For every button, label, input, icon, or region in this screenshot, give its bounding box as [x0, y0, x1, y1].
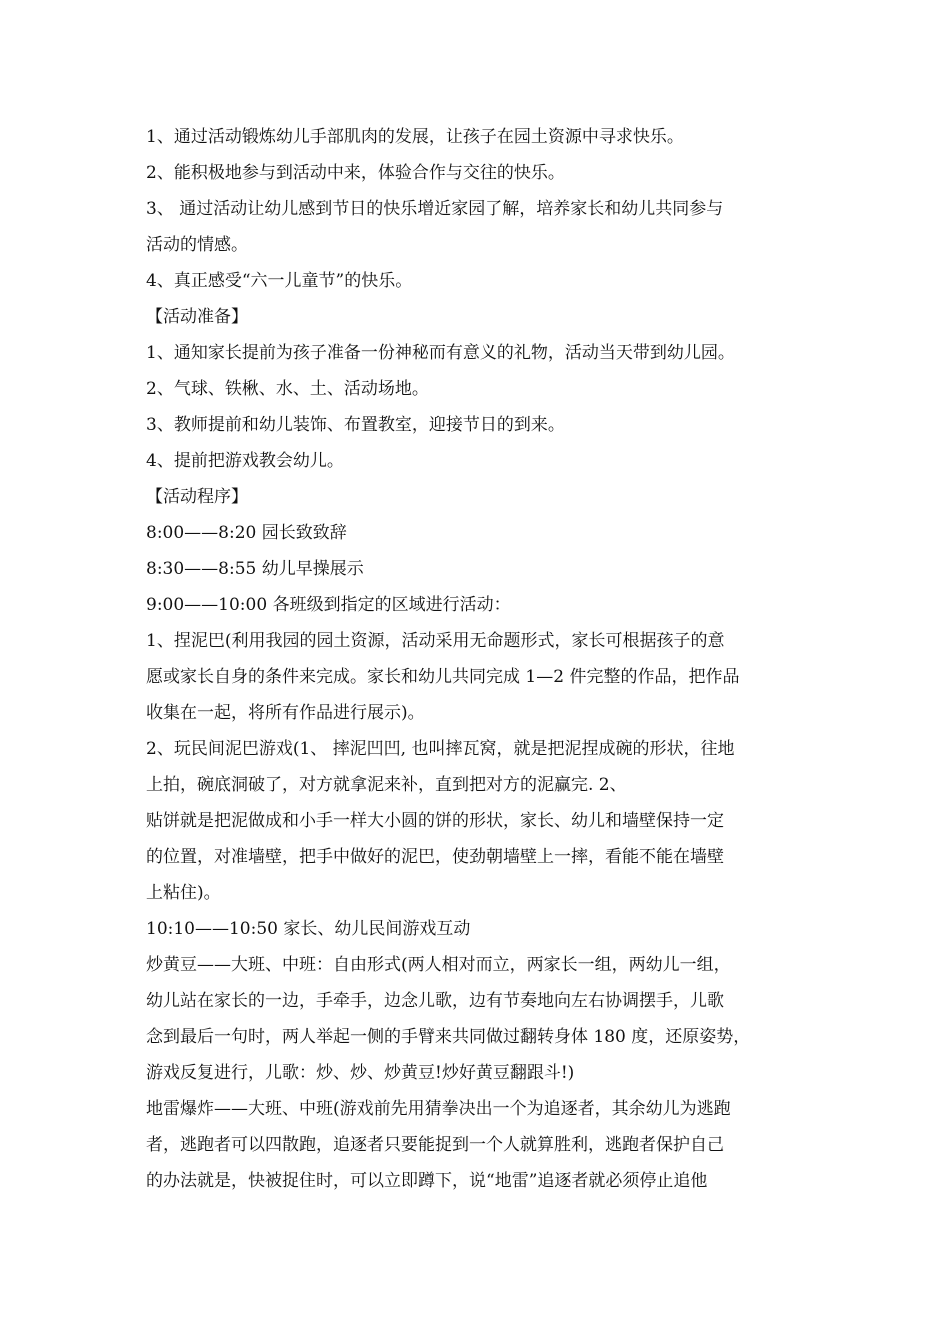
- text-line: 2、能积极地参与到活动中来，体验合作与交往的快乐。: [146, 163, 565, 183]
- text-line: 炒黄豆——大班、中班：自由形式(两人相对而立，两家长一组，两幼儿一组，: [146, 955, 731, 975]
- schedule-line: 8:00——8:20 园长致致辞: [146, 523, 347, 543]
- text-line: 1、通过活动锻炼幼儿手部肌肉的发展，让孩子在园土资源中寻求快乐。: [146, 127, 684, 147]
- text-line: 4、提前把游戏教会幼儿。: [146, 451, 344, 471]
- text-line: 贴饼就是把泥做成和小手一样大小圆的饼的形状，家长、幼儿和墙壁保持一定: [146, 811, 724, 831]
- text-line: 的位置，对准墙壁，把手中做好的泥巴，使劲朝墙壁上一摔，看能不能在墙壁: [146, 847, 724, 867]
- document-body: [146, 119, 826, 1199]
- text-line: 1、通知家长提前为孩子准备一份神秘而有意义的礼物，活动当天带到幼儿园。: [146, 343, 735, 363]
- text-line: 幼儿站在家长的一边，手牵手，边念儿歌，边有节奏地向左右协调摆手，儿歌: [146, 991, 724, 1011]
- text-line: 4、真正感受“六一儿童节”的快乐。: [146, 271, 413, 291]
- section-heading-procedure: 【活动程序】: [146, 487, 248, 507]
- text-line: 活动的情感。: [146, 235, 248, 255]
- text-line: 地雷爆炸——大班、中班(游戏前先用猜拳决出一个为追逐者，其余幼儿为逃跑: [146, 1099, 731, 1119]
- text-line: 3、 通过活动让幼儿感到节日的快乐增近家园了解，培养家长和幼儿共同参与: [146, 199, 724, 219]
- text-line: 收集在一起，将所有作品进行展示)。: [146, 703, 425, 723]
- text-line: 1、捏泥巴(利用我园的园土资源，活动采用无命题形式，家长可根据孩子的意: [146, 631, 725, 651]
- text-line: 念到最后一句时，两人举起一侧的手臂来共同做过翻转身体 180 度，还原姿势，: [146, 1027, 751, 1047]
- schedule-line: 9:00——10:00 各班级到指定的区域进行活动：: [146, 595, 511, 615]
- text-line: 的办法就是，快被捉住时，可以立即蹲下，说“地雷”追逐者就必须停止追他: [146, 1171, 708, 1191]
- schedule-line: 8:30——8:55 幼儿早操展示: [146, 559, 364, 579]
- text-line: 游戏反复进行，儿歌：炒、炒、炒黄豆!炒好黄豆翻跟斗!): [146, 1063, 575, 1083]
- schedule-line: 10:10——10:50 家长、幼儿民间游戏互动: [146, 919, 471, 939]
- section-heading-preparation: 【活动准备】: [146, 307, 248, 327]
- text-line: 上粘住)。: [146, 883, 221, 903]
- text-line: 2、玩民间泥巴游戏(1、 摔泥凹凹, 也叫摔瓦窝，就是把泥捏成碗的形状，往地: [146, 739, 735, 759]
- text-line: 愿或家长自身的条件来完成。家长和幼儿共同完成 1—2 件完整的作品，把作品: [146, 667, 740, 687]
- text-line: 3、教师提前和幼儿装饰、布置教室，迎接节日的到来。: [146, 415, 565, 435]
- text-line: 2、气球、铁楸、水、土、活动场地。: [146, 379, 429, 399]
- text-line: 者，逃跑者可以四散跑，追逐者只要能捉到一个人就算胜利，逃跑者保护自己: [146, 1135, 724, 1155]
- text-line: 上拍，碗底洞破了，对方就拿泥来补，直到把对方的泥赢完. 2、: [146, 775, 627, 795]
